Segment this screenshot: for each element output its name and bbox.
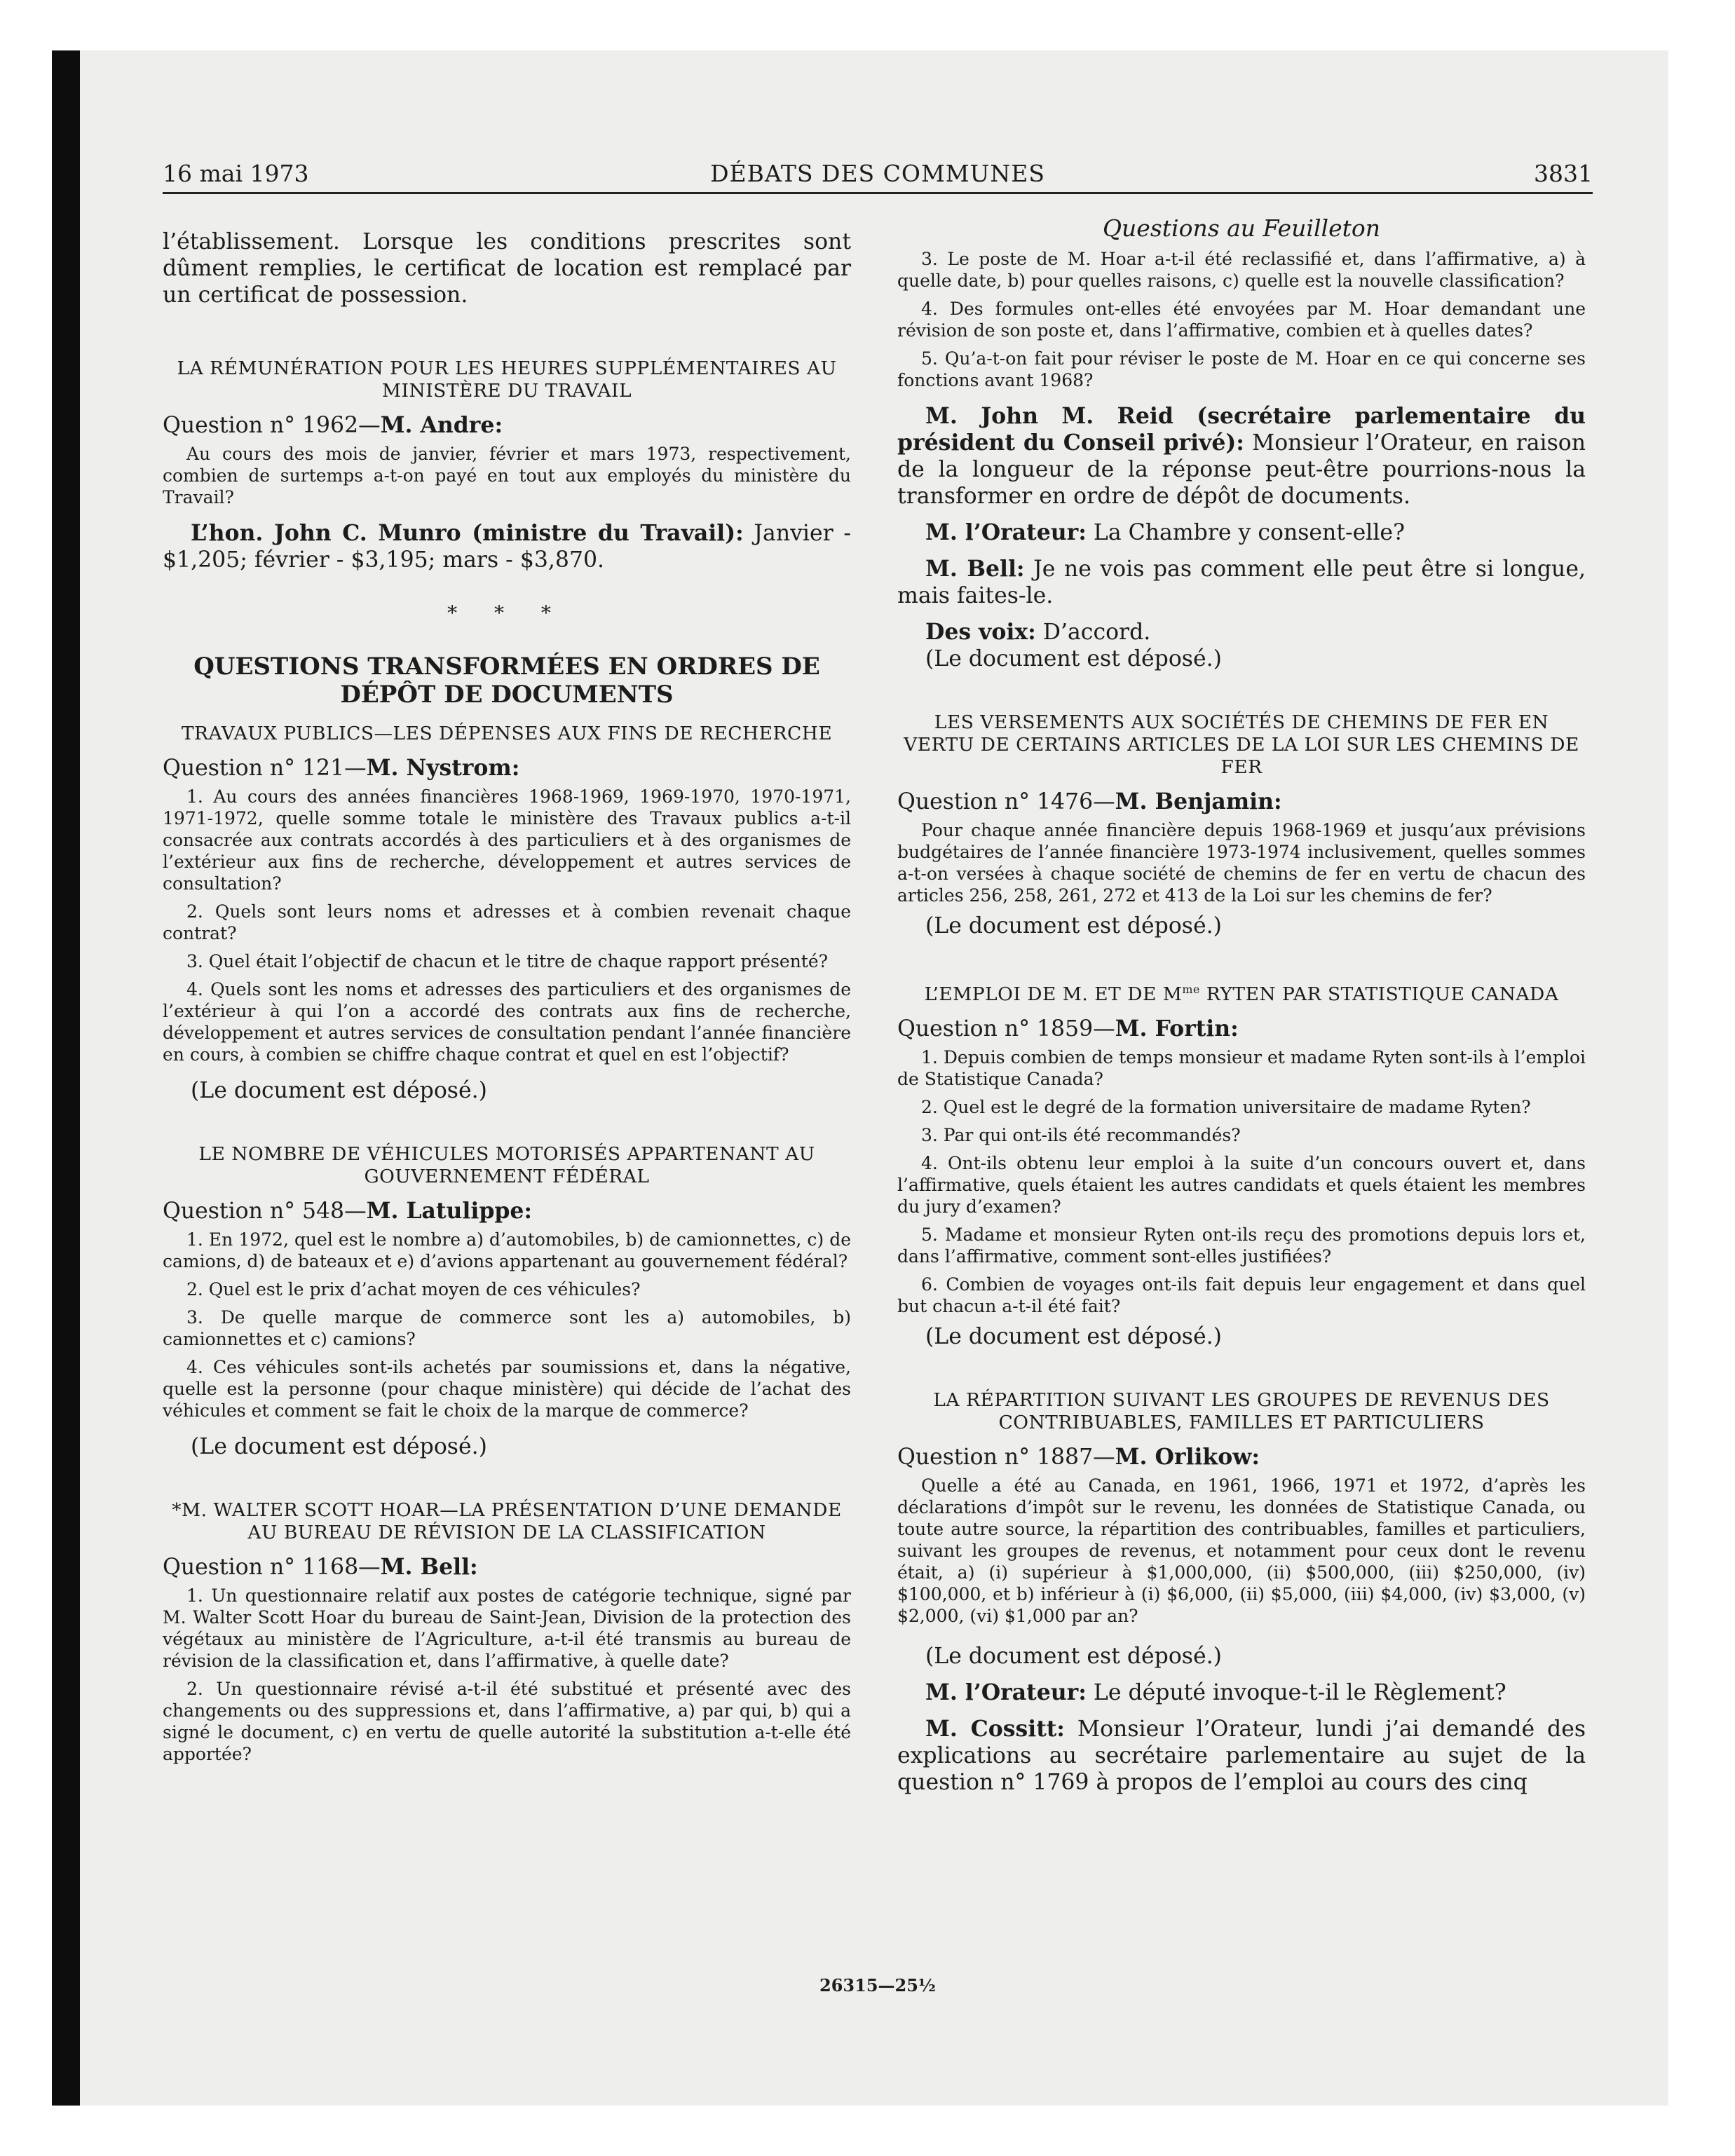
document-tabled-note: (Le document est déposé.)	[925, 1643, 1222, 1669]
speech-voix	[897, 619, 1586, 646]
list-item: 2. Quel est le degré de la formation universitaire de madame Ryten?	[921, 1096, 1531, 1117]
header-title: DÉBATS DES COMMUNES	[710, 160, 1045, 187]
list-item: 3. Par qui ont-ils été recommandés?	[921, 1124, 1241, 1145]
list-item: 4. Ont-ils obtenu leur emploi à la suite d’un concours ouvert et, dans l’affirmative, quels étaient les autres candidats et quels étaient les membres du jury d’examen?	[897, 1152, 1586, 1217]
document-page	[163, 160, 1593, 2010]
document-tabled-note: (Le document est déposé.)	[191, 1434, 487, 1459]
speaker-name: M. l’Orateur:	[925, 1679, 1087, 1705]
question-number: Question n° 548—	[163, 1199, 367, 1224]
section-heading-hoar: *M. WALTER SCOTT HOAR—LA PRÉSENTATION D’UNE DEMANDE AU BUREAU DE RÉVISION DE LA CLASSIFICATION	[172, 1499, 842, 1543]
binding-shadow	[52, 50, 80, 2106]
section-heading-chemins-de-fer: LES VERSEMENTS AUX SOCIÉTÉS DE CHEMINS DE FER EN VERTU DE CERTAINS ARTICLES DE LA LOI SUR LES CHEMINS DE FER	[904, 711, 1579, 778]
question-number: Question n° 1962—	[163, 413, 381, 438]
speech-text: La Chambre y consent-elle?	[1086, 520, 1405, 545]
question-1962	[163, 412, 851, 439]
answer-text: Janvier - $1,205; février - $3,195; mars - $3,870.	[163, 521, 851, 573]
right-column	[897, 214, 1586, 1796]
section-heading-revenus: LA RÉPARTITION SUIVANT LES GROUPES DE REVENUS DES CONTRIBUABLES, FAMILLES ET PARTICULIERS	[933, 1389, 1550, 1433]
document-tabled-note: (Le document est déposé.)	[925, 646, 1222, 671]
list-item: 2. Un questionnaire révisé a-t-il été substitué et présenté avec des changements ou des suppressions et, dans l’affirmative, a) par qui, b) qui a signé le document, c) en vertu de quelle autorité la substitution a-t-elle été apportée?	[163, 1679, 851, 1764]
list-item: 3. De quelle marque de commerce sont les a) automobiles, b) camionnettes et c) camions?	[163, 1307, 851, 1349]
question-number: Question n° 1859—	[897, 1016, 1115, 1042]
running-title: Questions au Feuilleton	[1103, 214, 1380, 242]
speech-reid	[897, 403, 1586, 510]
section-heading-ryten	[897, 978, 1586, 1006]
main-heading: QUESTIONS TRANSFORMÉES EN ORDRES DE DÉPÔT DE DOCUMENTS	[193, 653, 820, 709]
question-1887	[897, 1444, 1586, 1471]
answer-munro	[163, 520, 851, 573]
speech-text: D’accord.	[1035, 620, 1151, 645]
speaker-name: M. Cossitt:	[925, 1715, 1065, 1742]
document-tabled-note: (Le document est déposé.)	[925, 913, 1222, 939]
speech-bell	[897, 556, 1586, 609]
speech-text: Monsieur l’Orateur, lundi j’ai demandé des explications au secrétaire parlementaire au sujet de la question n° 1769 à propos de l’emploi au cours des cinq	[897, 1716, 1586, 1795]
list-item: 3. Le poste de M. Hoar a-t-il été reclassifié et, dans l’affirmative, a) à quelle date, b) pour quelles raisons, c) quelle est la nouvelle classification?	[897, 249, 1586, 291]
question-text: Pour chaque année financière depuis 1968-1969 et jusqu’aux prévisions budgétaires de l’année financière 1973-1974 inclusivement, quelles sommes a-t-on versées à chaque société de chemins de fer en vertu de chacun des articles 256, 258, 261, 272 et 413 de la Loi sur les chemins de fer?	[897, 820, 1586, 906]
speaker-name: L’hon. John C. Munro (ministre du Travail):	[191, 520, 744, 546]
speech-text: Je ne vois pas comment elle peut être si longue, mais faites-le.	[897, 557, 1586, 608]
question-member: M. Benjamin:	[1115, 789, 1282, 814]
question-1476	[897, 789, 1586, 815]
question-1168	[163, 1554, 851, 1581]
left-column	[163, 214, 851, 1771]
list-item: 4. Ces véhicules sont-ils achetés par soumissions et, dans la négative, quelle est la personne (pour chaque ministère) qui décide de l’achat des véhicules et comment se fait le choix de la marque de commerce?	[163, 1357, 851, 1421]
question-548	[163, 1198, 851, 1224]
question-text: Au cours des mois de janvier, février et mars 1973, respectivement, combien de surtemps a-t-on payé en tout aux employés du ministère du Travail?	[163, 444, 851, 507]
question-number: Question n° 1476—	[897, 789, 1115, 814]
section-heading-vehicules: LE NOMBRE DE VÉHICULES MOTORISÉS APPARTENANT AU GOUVERNEMENT FÉDÉRAL	[198, 1143, 815, 1187]
speaker-name: M. John M. Reid (secrétaire parlementaire du président du Conseil privé):	[897, 403, 1586, 456]
question-121	[163, 755, 851, 782]
list-item: 5. Qu’a-t-on fait pour réviser le poste de M. Hoar en ce qui concerne ses fonctions avant 1968?	[897, 348, 1586, 390]
list-item: 4. Des formules ont-elles été envoyées par M. Hoar demandant une révision de son poste et, dans l’affirmative, combien et à quelles dates?	[897, 299, 1586, 341]
list-item: 2. Quels sont leurs noms et adresses et à combien revenait chaque contrat?	[163, 901, 851, 943]
question-number: Question n° 1887—	[897, 1444, 1115, 1470]
section-heading-travaux-publics: TRAVAUX PUBLICS—LES DÉPENSES AUX FINS DE RECHERCHE	[181, 723, 833, 744]
question-member: M. Orlikow:	[1115, 1443, 1260, 1470]
list-item: 1. Un questionnaire relatif aux postes de catégorie technique, signé par M. Walter Scott Hoar du bureau de Saint-Jean, Division de la protection des végétaux au ministère de l’Agriculture, a-t-il été transmis au bureau de révision de la classification et, dans l’affirmative, à quelle date?	[163, 1585, 851, 1671]
list-item: 1. Depuis combien de temps monsieur et madame Ryten sont-ils à l’emploi de Statistique Canada?	[897, 1046, 1586, 1089]
heading-part: RYTEN PAR STATISTIQUE CANADA	[1199, 983, 1559, 1005]
running-header	[163, 160, 1593, 194]
list-item: 1. Au cours des années financières 1968-1969, 1969-1970, 1970-1971, 1971-1972, quelle somme totale le ministère des Travaux publics a-t-il consacrée aux contrats accordés à des particuliers et à des organismes de l’extérieur aux fins de recherche, développement et autres services de consultation?	[163, 786, 851, 894]
header-date: 16 mai 1973	[163, 160, 309, 187]
section-heading-overtime: LA RÉMUNÉRATION POUR LES HEURES SUPPLÉMENTAIRES AU MINISTÈRE DU TRAVAIL	[177, 357, 837, 402]
question-1859	[897, 1016, 1586, 1042]
list-item: 4. Quels sont les noms et adresses des particuliers et des organismes de l’extérieur à qui l’on a accordé des contrats aux fins de recherche, développement et autres services de consultation pendant l’année financière en cours, à combien se chiffre chaque contrat et quel en est l’objectif?	[163, 979, 851, 1065]
speech-orateur	[897, 519, 1586, 546]
question-member: M. Nystrom:	[366, 755, 520, 781]
question-member: M. Bell:	[380, 1554, 478, 1580]
question-number: Question n° 121—	[163, 756, 367, 781]
speech-cossitt	[897, 1716, 1586, 1796]
document-tabled-note: (Le document est déposé.)	[191, 1078, 487, 1103]
question-number: Question n° 1168—	[163, 1555, 381, 1580]
list-item: 5. Madame et monsieur Ryten ont-ils reçu des promotions depuis lors et, dans l’affirmative, comment sont-elles justifiées?	[897, 1224, 1586, 1267]
speaker-name: Des voix:	[925, 619, 1036, 645]
list-item: 3. Quel était l’objectif de chacun et le titre de chaque rapport présenté?	[186, 951, 829, 971]
speaker-name: M. Bell:	[925, 556, 1025, 582]
header-page-number: 3831	[1534, 160, 1593, 187]
intro-paragraph: l’établissement. Lorsque les conditions prescrites sont dûment remplies, le certificat de location est remplacé par un certificat de possession.	[163, 229, 851, 308]
document-tabled-note: (Le document est déposé.)	[925, 1323, 1222, 1349]
list-item: 6. Combien de voyages ont-ils fait depuis leur engagement et dans quel but chacun a-t-il été fait?	[897, 1274, 1586, 1316]
section-separator: * * *	[447, 601, 566, 625]
question-member: M. Latulippe:	[366, 1198, 533, 1224]
speaker-name: M. l’Orateur:	[925, 519, 1087, 545]
heading-superscript: me	[1182, 983, 1200, 996]
question-member: M. Andre:	[380, 412, 503, 438]
question-text: Quelle a été au Canada, en 1961, 1966, 1971 et 1972, d’après les déclarations d’impôt sur le revenu, les données de Statistique Canada, ou toute autre source, la répartition des contribuables, familles et particuliers, suivant les groupes de revenus, et notamment pour ceux dont le revenu était, a) (i) supérieur à $1,000,000, (ii) $500,000, (iii) $250,000, (iv) $100,000, et b) inférieur à (i) $6,000, (ii) $5,000, (iii) $4,000, (iv) $3,000, (v) $2,000, (vi) $1,000 par an?	[897, 1475, 1586, 1626]
list-item: 2. Quel est le prix d’achat moyen de ces véhicules?	[186, 1279, 641, 1299]
speech-text: Monsieur l’Orateur, en raison de la longueur de la réponse peut-être pourrions-nous la transformer en ordre de dépôt de documents.	[897, 430, 1586, 509]
page-footer-code: 26315—25½	[819, 1975, 936, 1995]
heading-part: L’EMPLOI DE M. ET DE M	[924, 983, 1183, 1005]
speech-orateur-reglement	[897, 1679, 1586, 1706]
list-item: 1. En 1972, quel est le nombre a) d’automobiles, b) de camionnettes, c) de camions, d) de bateaux et e) d’avions appartenant au gouvernement fédéral?	[163, 1229, 851, 1271]
speech-text: Le député invoque-t-il le Règlement?	[1086, 1679, 1506, 1705]
question-member: M. Fortin:	[1115, 1015, 1239, 1042]
